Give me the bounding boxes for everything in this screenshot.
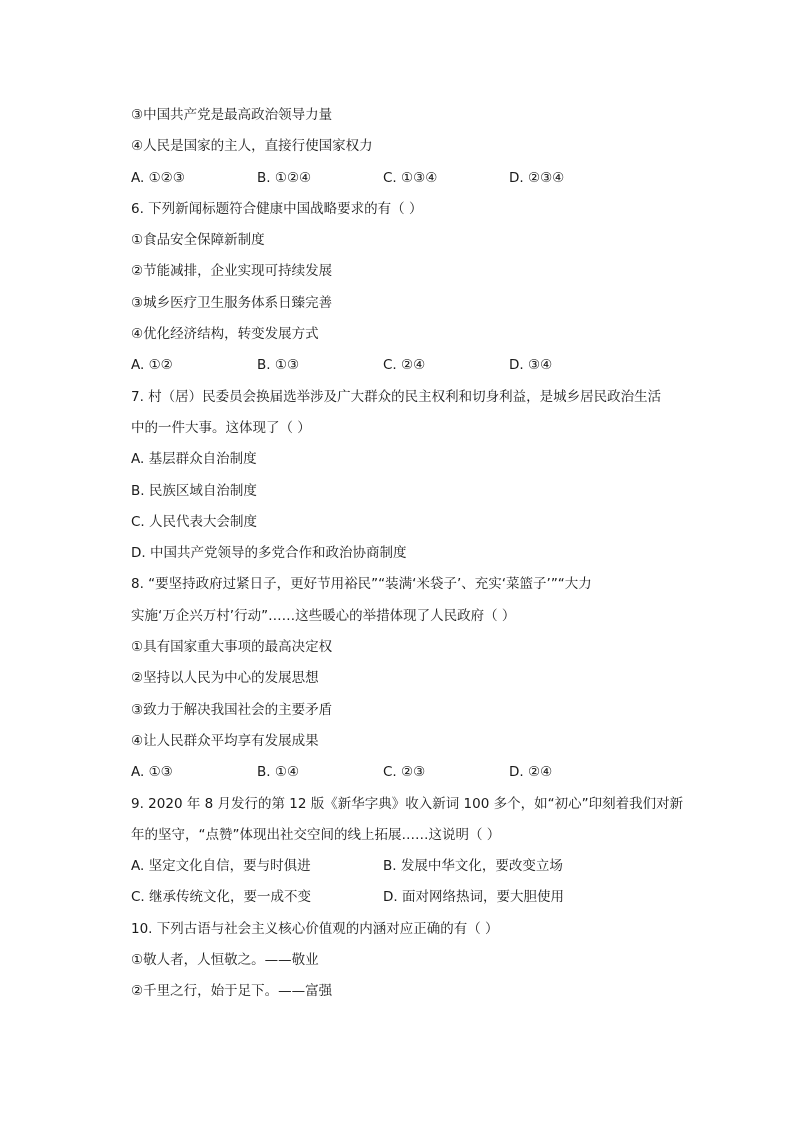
option-d: D. ③④ (509, 357, 553, 374)
option-b: B. ①②④ (257, 169, 312, 186)
question-6-stem: 6. 下列新闻标题符合健康中国战略要求的有（ ） (131, 200, 423, 217)
question-8-stem-line-2: 实施‘万企兴万村’行动”……这些暖心的举措体现了人民政府（ ） (131, 607, 516, 624)
option-d: D. ②④ (509, 764, 553, 781)
q9-options-row-1 (131, 851, 691, 882)
q10-item-2: ②千里之行，始于足下。——富强 (131, 983, 333, 1000)
question-9-stem-line-1: 9. 2020 年 8 月发行的第 12 版《新华字典》收入新词 100 多个，如“初心”印刻着我们对新 (131, 795, 684, 812)
q8-item-4: ④让人民群众平均享有发展成果 (131, 732, 319, 749)
question-9-stem-line-2: 年的坚守，“点赞”体现出社交空间的线上拓展……这说明（ ） (131, 826, 501, 843)
option-c: C. ①③④ (383, 169, 438, 186)
option-a: A. ①② (131, 357, 173, 374)
option-d: D. 面对网络热词，要大胆使用 (383, 889, 564, 906)
prev-item-4: ④人民是国家的主人，直接行使国家权力 (131, 138, 373, 155)
question-7-stem-line-2: 中的一件大事。这体现了（ ） (131, 419, 311, 436)
question-10-stem: 10. 下列古语与社会主义核心价值观的内涵对应正确的有（ ） (131, 920, 499, 937)
q7-option-d: D. 中国共产党领导的多党合作和政治协商制度 (131, 545, 407, 562)
q6-item-1: ①食品安全保障新制度 (131, 232, 265, 249)
exam-page (131, 100, 691, 1008)
option-a: A. ①②③ (131, 169, 185, 186)
prev-options (131, 163, 691, 194)
option-b: B. 发展中华文化，要改变立场 (383, 858, 563, 875)
q6-options (131, 350, 691, 381)
option-b: B. ①④ (257, 764, 300, 781)
option-d: D. ②③④ (509, 169, 565, 186)
prev-item-3: ③中国共产党是最高政治领导力量 (131, 107, 333, 123)
option-b: B. ①③ (257, 357, 300, 374)
q6-item-3: ③城乡医疗卫生服务体系日臻完善 (131, 294, 333, 311)
q7-option-b: B. 民族区域自治制度 (131, 482, 257, 499)
question-8-stem-line-1: 8. “要坚持政府过紧日子，更好节用裕民”“装满‘米袋子’、充实‘菜篮子’”“大力 (131, 576, 592, 593)
option-a: A. ①③ (131, 764, 173, 781)
option-c: C. ②④ (383, 357, 426, 374)
q8-item-1: ①具有国家重大事项的最高决定权 (131, 639, 333, 656)
q8-options (131, 757, 691, 788)
q6-item-2: ②节能减排，企业实现可持续发展 (131, 263, 333, 280)
q7-option-c: C. 人民代表大会制度 (131, 513, 258, 530)
q8-item-2: ②坚持以人民为中心的发展思想 (131, 670, 319, 687)
question-7-stem-line-1: 7. 村（居）民委员会换届选举涉及广大群众的民主权利和切身利益，是城乡居民政治生活 (131, 388, 662, 405)
q9-options-row-2 (131, 882, 691, 913)
q7-option-a: A. 基层群众自治制度 (131, 451, 257, 468)
q8-item-3: ③致力于解决我国社会的主要矛盾 (131, 701, 333, 718)
q10-item-1: ①敬人者，人恒敬之。——敬业 (131, 952, 319, 969)
option-a: A. 坚定文化自信，要与时俱进 (131, 858, 311, 875)
option-c: C. 继承传统文化，要一成不变 (131, 889, 312, 906)
q6-item-4: ④优化经济结构，转变发展方式 (131, 326, 319, 343)
option-c: C. ②③ (383, 764, 426, 781)
